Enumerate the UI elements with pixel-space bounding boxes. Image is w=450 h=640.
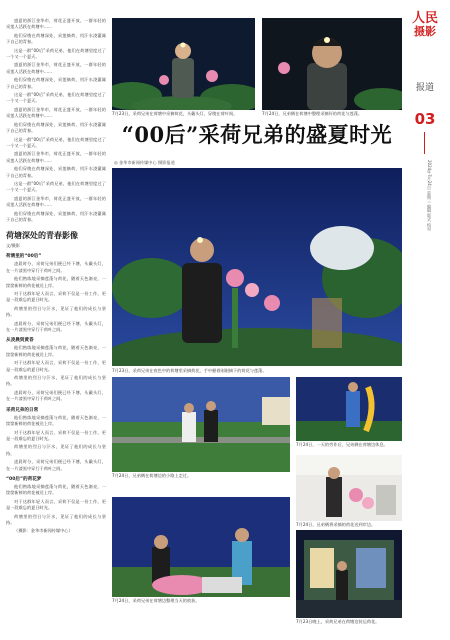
photo-path-walk (112, 377, 290, 472)
subhead: 采荷兄弟的日常 (6, 407, 39, 413)
intro-paragraph: 盛夏的浙江金华市，荷花正盛开放，一群年轻的采莲人活跃在荷塘中…… (6, 62, 106, 74)
body-paragraph: 荷塘里的烈日与汗水，见证了他们的成长与坚持。 (6, 305, 106, 318)
intro-paragraph: 这是一群“00后”采荷兄弟，他们在荷塘里度过了一个又一个夏天。 (6, 136, 106, 148)
photo-carry-flowers-image (296, 455, 402, 521)
intro-paragraph: 他们穿梭在荷塘深处，采莲摘荷，用汗水浇灌属于自己的青春。 (6, 77, 106, 89)
photo-rest-image (296, 377, 402, 441)
body-paragraph: 荷塘里的烈日与汗水，见证了他们的成长与坚持。 (6, 513, 106, 525)
body-paragraph: 对于这群年轻人而言，采荷不仅是一份工作，更是一段难忘的夏日时光。 (6, 291, 106, 303)
caption-5: 7月24日，一天的劳作后，兄弟俩在荷塘边休息。 (296, 442, 388, 447)
newspaper-logo (404, 12, 446, 40)
intro-paragraph: 这是一群“00后”采荷兄弟，他们在荷塘里度过了一个又一个夏天。 (6, 180, 106, 193)
intro-paragraph: 他们穿梭在荷塘深处，采莲摘荷，用汗水浇灌属于自己的青春。 (6, 32, 106, 45)
photo-carry-flowers (296, 455, 402, 521)
photo-loading-image (296, 530, 402, 618)
section-name: 报道 (415, 83, 434, 93)
page-number: 03 (414, 110, 436, 128)
intro-paragraph: 盛夏的浙江金华市，荷花正盛开放，一群年轻的采莲人活跃在荷塘中…… (6, 151, 106, 163)
photo-loading (296, 530, 402, 618)
photo-night-harvest-image (112, 18, 255, 110)
masthead (404, 4, 446, 604)
masthead-divider (424, 132, 425, 154)
author-line: 文/摄影 (6, 243, 20, 249)
photo-organize (112, 497, 290, 597)
photo-main-night (112, 168, 402, 366)
body-paragraph: 荷塘里的烈日与汗水，见证了他们的成长与坚持。 (6, 444, 106, 456)
body-paragraph: 他们熟练地采摘莲蓬与荷花，随着天色渐亮，一筐筐新鲜的荷花被送上岸。 (6, 483, 106, 496)
subhead: “00后”的荷花梦 (6, 476, 42, 482)
caption-6: 7月24日，兄弟俩将采摘的荷花送到岸边。 (296, 522, 376, 527)
caption-9: 7月23日晚上，采荷兄弟在荷塘边装运荷花。 (296, 619, 380, 624)
caption-1: 7月23日，采荷兄弟在荷塘中采摘荷花，头戴头灯，穿梭在荷叶间。 (112, 111, 238, 116)
subhead: 从凌晨到黄昏 (6, 338, 34, 344)
intro-paragraph: 盛夏的浙江金华市，荷花正盛开放，一群年轻的采莲人活跃在荷塘中…… (6, 106, 106, 119)
body-paragraph: 凌晨时分，采荷兄弟们便已经下塘，头戴头灯，在一片漆黑中穿行于荷叶之间。 (6, 261, 106, 273)
end-note: （摄影：金华市新闻传媒中心） (14, 528, 73, 534)
body-paragraph: 凌晨时分，采荷兄弟们便已经下塘，头戴头灯，在一片漆黑中穿行于荷叶之间。 (6, 320, 106, 333)
body-paragraph: 荷塘里的烈日与汗水，见证了他们的成长与坚持。 (6, 375, 106, 387)
left-text-column (6, 18, 106, 537)
subhead: 荷塘里的“00后” (6, 254, 42, 260)
intro-paragraph: 盛夏的浙江金华市，荷花正盛开放，一群年轻的采莲人活跃在荷塘中…… (6, 195, 106, 208)
body-paragraph: 对于这群年轻人而言，采荷不仅是一份工作，更是一段难忘的夏日时光。 (6, 429, 106, 441)
intro-paragraph: 他们穿梭在荷塘深处，采莲摘荷，用汗水浇灌属于自己的青春。 (6, 121, 106, 134)
body-paragraph: 对于这群年轻人而言，采荷不仅是一份工作，更是一段难忘的夏日时光。 (6, 360, 106, 372)
photo-main-night-image (112, 168, 402, 366)
body-paragraph: 他们熟练地采摘莲蓬与荷花，随着天色渐亮，一筐筐新鲜的荷花被送上岸。 (6, 276, 106, 288)
intro-paragraph: 盛夏的浙江金华市，荷花正盛开放，一群年轻的采莲人活跃在荷塘中…… (6, 18, 106, 30)
intro-paragraph: 他们穿梭在荷塘深处，采莲摘荷，用汗水浇灌属于自己的青春。 (6, 210, 106, 222)
headline: “00后”采荷兄弟的盛夏时光 (121, 122, 393, 147)
body-paragraph: 他们熟练地采摘莲蓬与荷花，随着天色渐亮，一筐筐新鲜的荷花被送上岸。 (6, 414, 106, 427)
section-title: 荷塘深处的青春影像 (6, 230, 78, 241)
byline: ◎ 金华市新闻传媒中心 摄影报道 (114, 160, 175, 165)
logo-line1: 人民 (411, 11, 438, 26)
photo-rest (296, 377, 402, 441)
caption-7: 7月24日，采荷兄弟在荷塘边整理当天的收获。 (112, 598, 200, 603)
photo-night-harvest (112, 18, 255, 110)
body-paragraph: 他们熟练地采摘莲蓬与荷花，随着天色渐亮，一筐筐新鲜的荷花被送上岸。 (6, 345, 106, 357)
caption-3: 7月23日，采荷兄弟在夜色中的荷塘里采摘荷花，手中握着刚刚摘下的荷花与莲蓬。 (112, 368, 267, 373)
photo-closeup-image (262, 18, 402, 110)
photo-closeup (262, 18, 402, 110)
body-paragraph: 对于这群年轻人而言，采荷不仅是一份工作，更是一段难忘的夏日时光。 (6, 498, 106, 511)
intro-paragraph: 这是一群“00后”采荷兄弟，他们在荷塘里度过了一个又一个夏天。 (6, 47, 106, 60)
caption-2: 7月24日，兄弟俩在荷塘中整理采摘好的荷花与莲蓬。 (262, 111, 363, 116)
photo-path-walk-image (112, 377, 290, 472)
photo-organize-image (112, 497, 290, 597)
vertical-meta: 2024年7月24日 星期三 编辑 版式 校对 (427, 160, 432, 231)
intro-paragraph: 这是一群“00后”采荷兄弟，他们在荷塘里度过了一个又一个夏天。 (6, 92, 106, 104)
logo-line2: 摄影 (414, 25, 436, 38)
intro-paragraph: 他们穿梭在荷塘深处，采莲摘荷，用汗水浇灌属于自己的青春。 (6, 166, 106, 178)
caption-4: 7月24日，兄弟俩在荷塘边的小路上走过。 (112, 473, 192, 478)
body-paragraph: 凌晨时分，采荷兄弟们便已经下塘，头戴头灯，在一片漆黑中穿行于荷叶之间。 (6, 389, 106, 402)
body-paragraph: 凌晨时分，采荷兄弟们便已经下塘，头戴头灯，在一片漆黑中穿行于荷叶之间。 (6, 459, 106, 471)
